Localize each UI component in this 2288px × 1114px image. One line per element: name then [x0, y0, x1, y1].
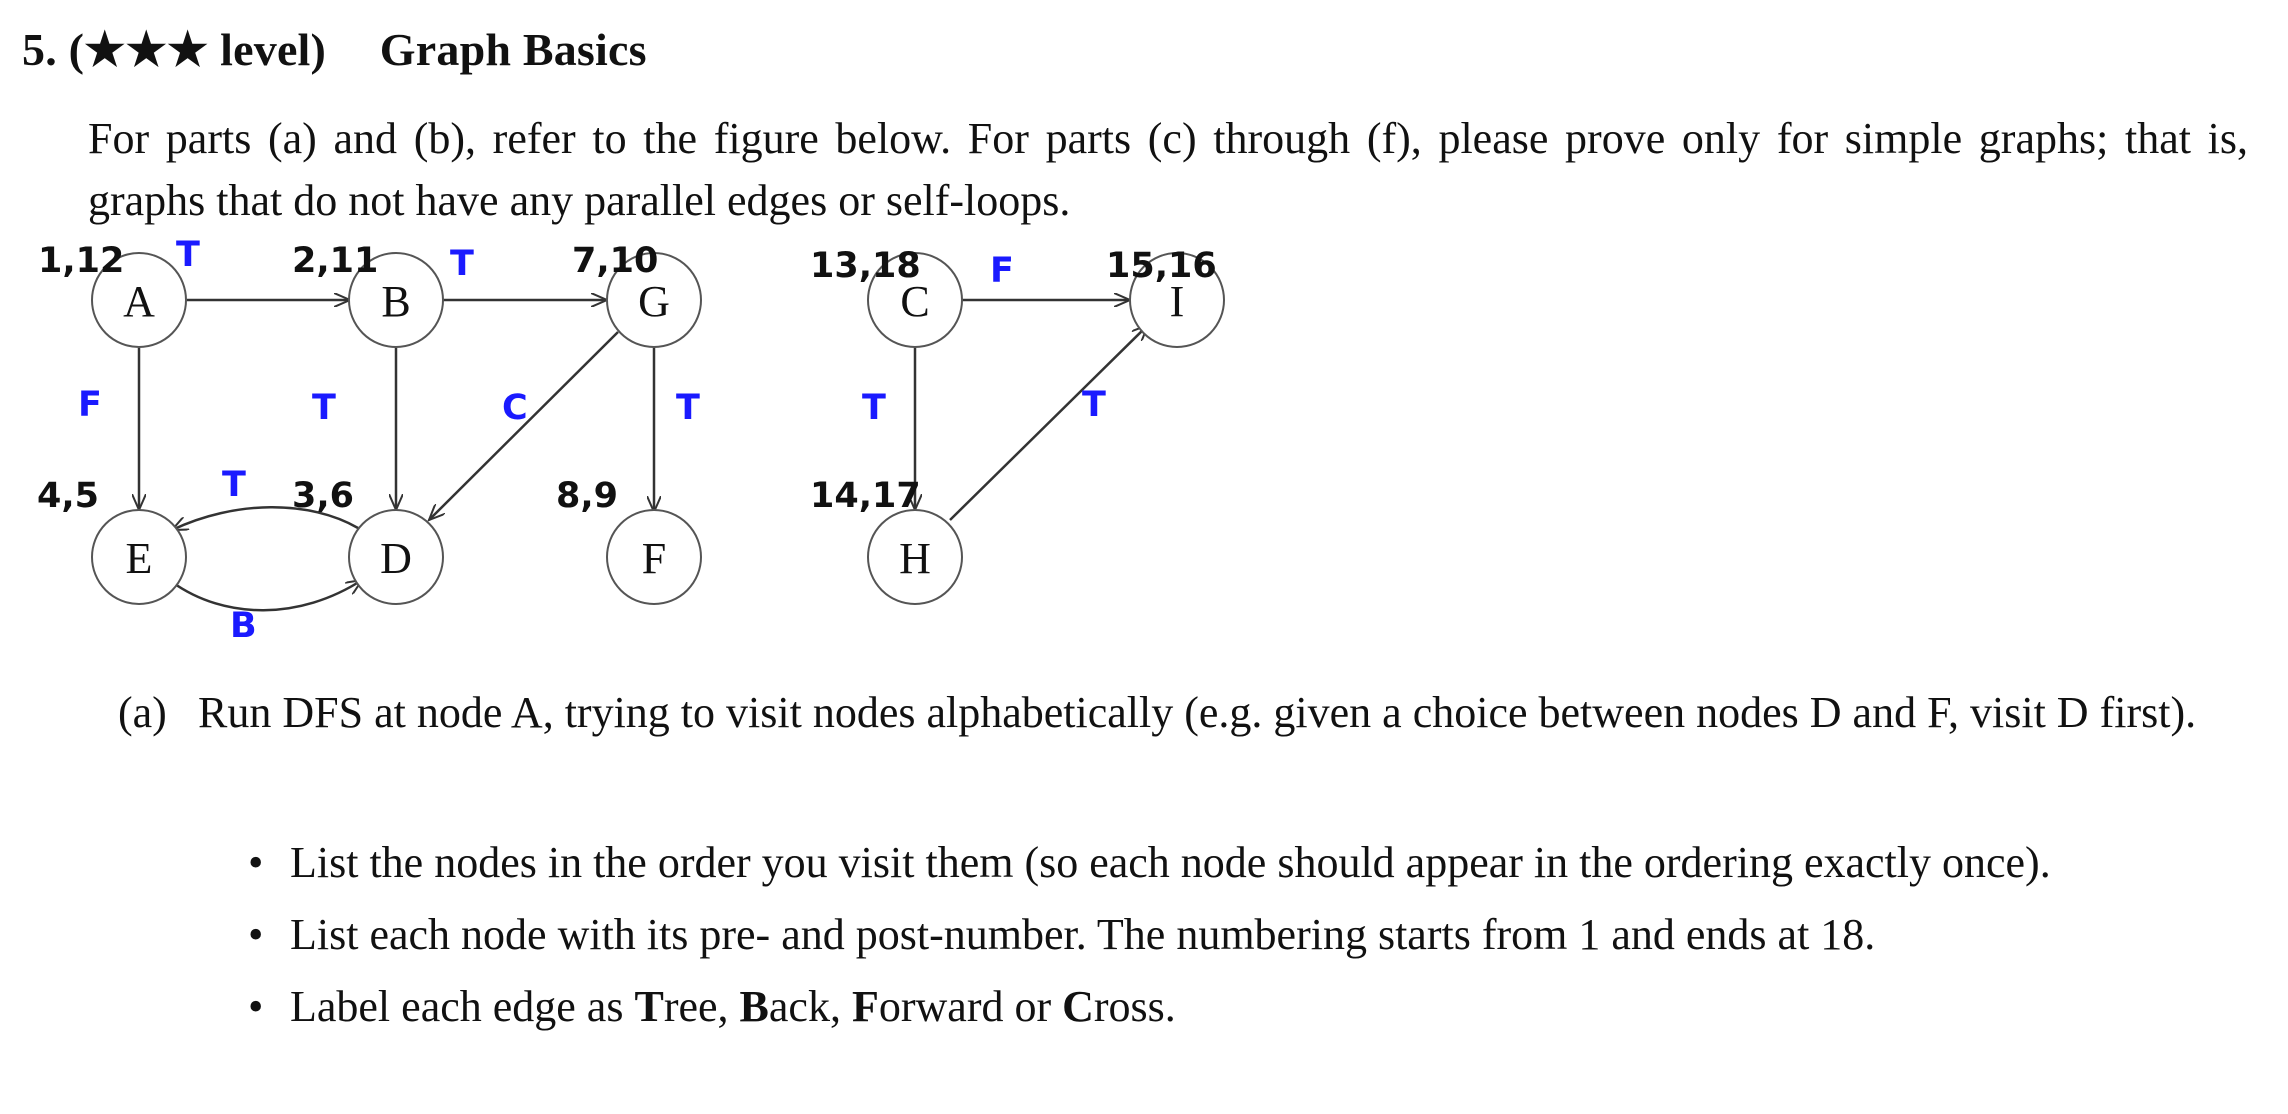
- node-a-numbers: 1,12: [38, 241, 125, 281]
- back-initial: B: [739, 982, 769, 1031]
- node-h-label: H: [899, 534, 931, 583]
- problem-intro: For parts (a) and (b), refer to the figure below. For parts (c) through (f), please prove only for simple graphs; that is, graphs that do not have any parallel edges or self-loops.: [88, 114, 2248, 225]
- graph-figure: [0, 230, 1240, 660]
- edge-g-d-label: C: [502, 388, 528, 428]
- edge-a-e-label: F: [78, 385, 102, 425]
- bullet-dot: •: [248, 910, 264, 959]
- forward-rest: orward or: [878, 982, 1063, 1031]
- bullet-dot: •: [248, 838, 264, 887]
- problem-number: 5.: [22, 24, 57, 75]
- bullet-dot: •: [248, 982, 264, 1031]
- forward-initial: F: [851, 982, 879, 1031]
- node-a-label: A: [123, 277, 155, 326]
- edge-b-d-label: T: [312, 388, 336, 428]
- bullet-item: [248, 832, 2248, 894]
- bullet-text: List each node with its pre- and post-number. The numbering starts from 1 and ends at 18.: [290, 910, 1876, 959]
- node-f-label: F: [641, 534, 667, 583]
- cross-initial: C: [1062, 982, 1094, 1031]
- edge-g-f-label: T: [676, 388, 700, 428]
- problem-title: Graph Basics: [379, 24, 647, 75]
- edge-b-g-label: T: [450, 244, 474, 284]
- edge-e-d: [172, 580, 362, 610]
- edge-c-i-label: F: [990, 251, 1014, 291]
- node-b-numbers: 2,11: [292, 241, 379, 281]
- node-g-label: G: [638, 277, 670, 326]
- edge-h-i: [950, 325, 1148, 520]
- bullet-item: [248, 976, 2248, 1038]
- back-rest: ack,: [768, 982, 852, 1031]
- node-e-numbers: 4,5: [37, 476, 100, 516]
- edge-h-i-label: T: [1082, 385, 1106, 425]
- node-d: [349, 510, 443, 604]
- node-h-numbers: 14,17: [810, 476, 921, 516]
- node-e: [92, 510, 186, 604]
- edge-e-d-label: B: [230, 606, 257, 646]
- node-d-label: D: [380, 534, 412, 583]
- bullet-text-prefix: Label each edge as: [290, 982, 635, 1031]
- edge-d-e-label: T: [222, 465, 246, 505]
- part-a-tag: (a): [118, 688, 167, 737]
- part-a-text: Run DFS at node A, trying to visit nodes alphabetically (e.g. given a choice between nodes D and F, visit D first).: [198, 688, 2197, 737]
- part-a-bullets: [248, 832, 2248, 1048]
- node-d-numbers: 3,6: [292, 476, 355, 516]
- bullet-item: [248, 904, 2248, 966]
- node-c-label: C: [900, 277, 930, 326]
- problem-heading: [22, 22, 647, 76]
- tree-initial: T: [634, 982, 664, 1031]
- problem-level: (★★★ level): [68, 24, 327, 75]
- node-g-numbers: 7,10: [572, 241, 659, 281]
- part-a: [118, 682, 2248, 744]
- node-h: [868, 510, 962, 604]
- node-f-numbers: 8,9: [556, 476, 619, 516]
- node-c-numbers: 13,18: [810, 246, 921, 286]
- bullet-text: List the nodes in the order you visit them (so each node should appear in the ordering exactly once).: [290, 838, 2051, 887]
- node-b-label: B: [381, 277, 411, 326]
- tree-rest: ree,: [663, 982, 740, 1031]
- node-i-numbers: 15,16: [1106, 246, 1217, 286]
- edge-a-b-label: T: [176, 235, 200, 275]
- edge-c-h-label: T: [862, 388, 886, 428]
- node-i-label: I: [1169, 277, 1185, 326]
- cross-rest: ross.: [1093, 982, 1176, 1031]
- node-f: [607, 510, 701, 604]
- node-e-label: E: [125, 534, 153, 583]
